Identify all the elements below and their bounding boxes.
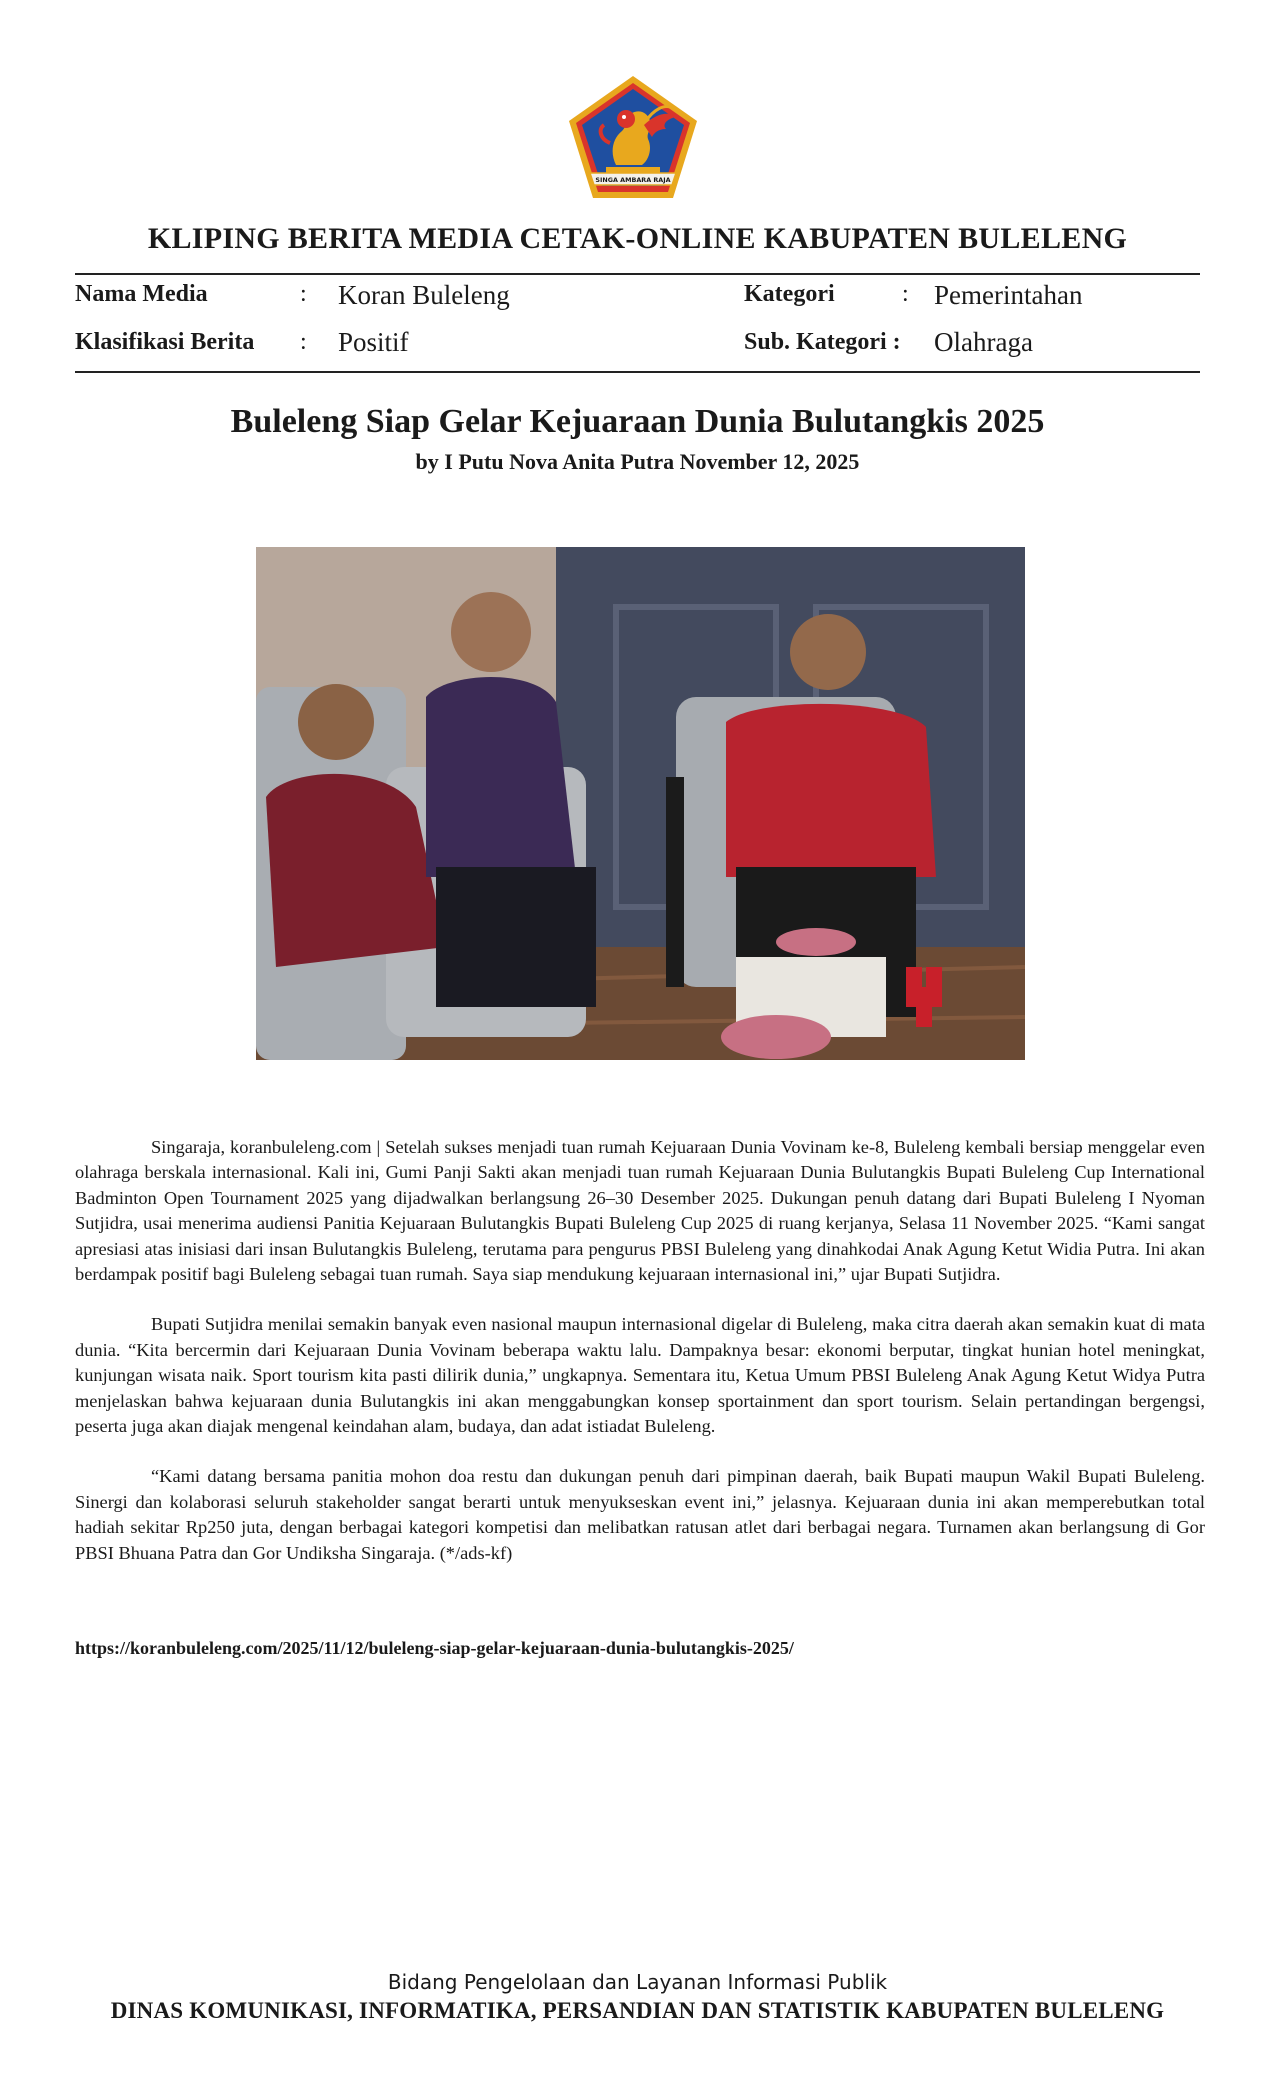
nama-media-label: Nama Media	[75, 281, 208, 307]
kategori-label: Kategori	[744, 281, 835, 307]
nama-media-colon: :	[300, 281, 307, 307]
source-url-link[interactable]: https://koranbuleleng.com/2025/11/12/buleleng-siap-gelar-kejuaraan-dunia-bulutangkis-2025/	[75, 1638, 794, 1658]
top-divider	[75, 273, 1200, 275]
sub-kategori-value: Olahraga	[934, 327, 1033, 357]
sub-kategori-label: Sub. Kategori :	[744, 329, 901, 355]
article-paragraph-1: Singaraja, koranbuleleng.com | Setelah sukses menjadi tuan rumah Kejuaraan Dunia Vovinam ke-8, Buleleng kembali bersiap menggelar even olahraga berskala internasional. Kali ini, Gumi Panji Sakti akan menjadi tuan rumah Kejuaraan Dunia Bulutangkis Bupati Buleleng Cup International Badminton Open Tournament 2025 yang dijadwalkan berlangsung 26–30 Desember 2025. Dukungan penuh datang dari Bupati Buleleng I Nyoman Sutjidra, usai menerima audiensi Panitia Kejuaraan Bulutangkis Bupati Buleleng Cup 2025 di ruang kerjanya, Selasa 11 November 2025. “Kami sangat apresiasi atas inisiasi dari insan Bulutangkis Buleleng, terutama para pengurus PBSI Buleleng yang dinahkodai Anak Agung Ketut Widia Putra. Ini akan berdampak positif bagi Buleleng sebagai tuan rumah. Saya siap mendukung kejuaraan internasional ini,” ujar Bupati Sutjidra.	[75, 1137, 1205, 1285]
buleleng-crest-logo	[566, 73, 700, 201]
article-headline: Buleleng Siap Gelar Kejuaraan Dunia Bulutangkis 2025	[230, 403, 1045, 440]
article-photo	[256, 547, 1025, 1060]
article-paragraph-2: Bupati Sutjidra menilai semakin banyak even nasional maupun internasional digelar di Buleleng, maka citra daerah akan semakin kuat di mata dunia. “Kita bercermin dari Kejuaraan Dunia Vovinam beberapa waktu lalu. Dampaknya besar: ekonomi berputar, tingkat hunian hotel meningkat, kunjungan wisata naik. Sport tourism kita pasti dilirik dunia,” ungkapnya. Sementara itu, Ketua Umum PBSI Buleleng Anak Agung Ketut Widya Putra menjelaskan bahwa kejuaraan dunia Bulutangkis ini akan menggabungkan konsep sportainment dan sport tourism. Selain pertandingan bergengsi, peserta juga akan diajak mengenal keindahan alam, budaya, dan adat istiadat Buleleng.	[75, 1314, 1205, 1437]
footer-agency: DINAS KOMUNIKASI, INFORMATIKA, PERSANDIAN DAN STATISTIK KABUPATEN BULELENG	[110, 1998, 1165, 2023]
nama-media-value: Koran Buleleng	[338, 280, 510, 310]
klasifikasi-colon: :	[300, 329, 307, 355]
klasifikasi-label: Klasifikasi Berita	[75, 329, 255, 355]
kategori-value: Pemerintahan	[934, 280, 1083, 310]
article-paragraph-3: “Kami datang bersama panitia mohon doa restu dan dukungan penuh dari pimpinan daerah, baik Bupati maupun Wakil Bupati Buleleng. Sinergi dan kolaborasi seluruh stakeholder sangat berarti untuk menyukseskan event ini,” jelasnya. Kejuaraan dunia ini akan memperebutkan total hadiah sekitar Rp250 juta, dengan berbagai kategori kompetisi dan melibatkan ratusan atlet dari berbagai negara. Turnamen akan berlangsung di Gor PBSI Bhuana Patra dan Gor Undiksha Singaraja. (*/ads-kf)	[75, 1466, 1205, 1563]
article-body	[75, 1135, 1205, 1591]
crest-icon	[566, 73, 700, 201]
klasifikasi-value: Positif	[338, 327, 409, 357]
logo-ribbon-text: SINGA AMBARA RAJA	[595, 176, 671, 184]
page-title: KLIPING BERITA MEDIA CETAK-ONLINE KABUPATEN BULELENG	[147, 222, 1128, 255]
footer-department: Bidang Pengelolaan dan Layanan Informasi Publik	[387, 1970, 888, 1994]
article-byline: by I Putu Nova Anita Putra November 12, 2025	[415, 449, 860, 474]
kategori-colon: :	[902, 281, 909, 307]
bottom-divider	[75, 371, 1200, 373]
